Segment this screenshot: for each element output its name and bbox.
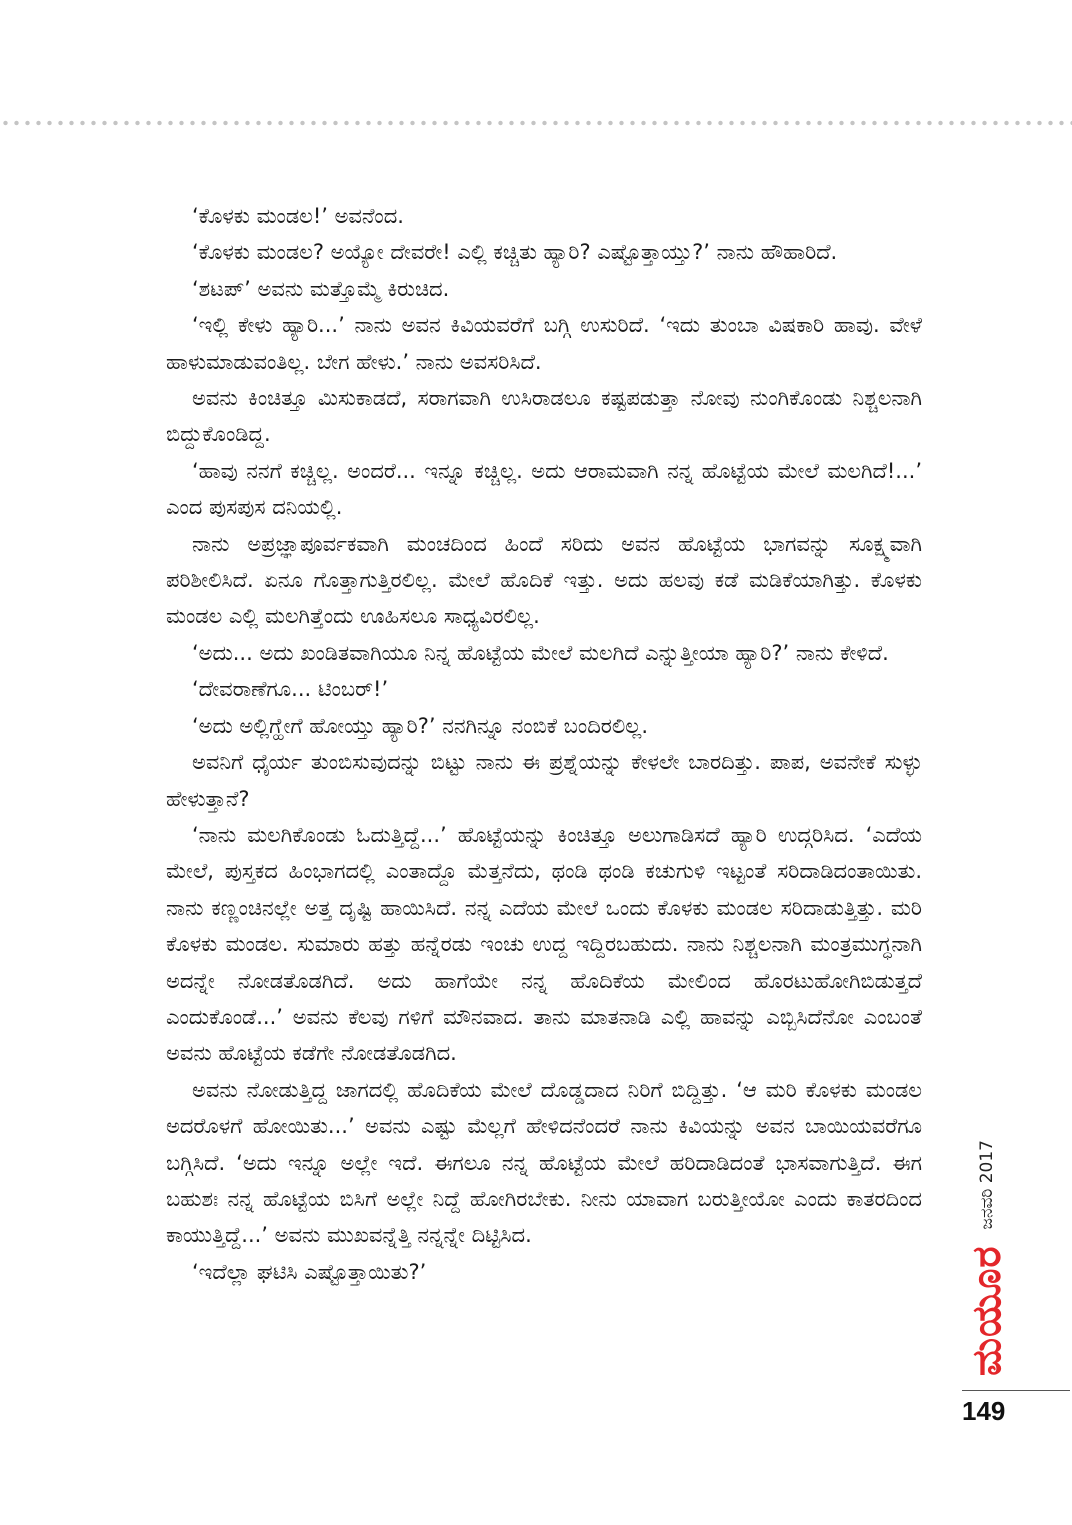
paragraph: ‘ಇದೆಲ್ಲಾ ಘಟಿಸಿ ಎಷ್ಟೊತ್ತಾಯಿತು?’ [192, 1259, 427, 1284]
paragraph: ಅವನು ನೋಡುತ್ತಿದ್ದ ಜಾಗದಲ್ಲಿ ಹೊದಿಕೆಯ ಮೇಲೆ ದೊಡ್ಡದಾದ ನಿರಿಗೆ ಬಿದ್ದಿತ್ತು. ‘ಆ ಮರಿ ಕೊಳಕು ಮಂಡಲ ಅದರೊಳಗೆ ಹೋಯಿತು...’ ಅವನು ಎಷ್ಟು ಮೆಲ್ಲಗೆ ಹೇಳಿದನೆಂದರೆ ನಾನು ಕಿವಿಯನ್ನು ಅವನ ಬಾಯಿಯವರೆಗೂ ಬಗ್ಗಿಸಿದೆ. ‘ಅದು ಇನ್ನೂ ಅಲ್ಲೇ ಇದೆ. ಈಗಲೂ ನನ್ನ ಹೊಟ್ಟೆಯ ಮೇಲೆ ಹರಿದಾಡಿದಂತೆ ಭಾಸವಾಗುತ್ತಿದೆ. ಈಗ ಬಹುಶಃ ನನ್ನ ಹೊಟ್ಟೆಯ ಬಿಸಿಗೆ ಅಲ್ಲೇ ನಿದ್ದೆ ಹೋಗಿರಬೇಕು. ನೀನು ಯಾವಾಗ ಬರುತ್ತೀಯೋ ಎಂದು ಕಾತರದಿಂದ ಕಾಯುತ್ತಿದ್ದೆ...’ ಅವನು ಮುಖವನ್ನೆತ್ತಿ ನನ್ನನ್ನೇ ದಿಟ್ಟಿಸಿದ. [166, 1077, 922, 1248]
paragraph: ಅವನಿಗೆ ಧೈರ್ಯ ತುಂಬಿಸುವುದನ್ನು ಬಿಟ್ಟು ನಾನು ಈ ಪ್ರಶ್ನೆಯನ್ನು ಕೇಳಲೇ ಬಾರದಿತ್ತು. ಪಾಪ, ಅವನೇಕೆ ಸುಳ್ಳು ಹೇಳುತ್ತಾನೆ? [166, 750, 922, 811]
paragraph: ‘ಅದು... ಅದು ಖಂಡಿತವಾಗಿಯೂ ನಿನ್ನ ಹೊಟ್ಟೆಯ ಮೇಲೆ ಮಲಗಿದೆ ಎನ್ನುತ್ತೀಯಾ ಹ್ಯಾರಿ?’ ನಾನು ಕೇಳಿದೆ. [192, 640, 889, 665]
paragraph: ನಾನು ಅಪ್ರಜ್ಞಾಪೂರ್ವಕವಾಗಿ ಮಂಚದಿಂದ ಹಿಂದೆ ಸರಿದು ಅವನ ಹೊಟ್ಟೆಯ ಭಾಗವನ್ನು ಸೂಕ್ಷ್ಮವಾಗಿ ಪರಿಶೀಲಿಸಿದೆ. ಏನೂ ಗೊತ್ತಾಗುತ್ತಿರಲಿಲ್ಲ. ಮೇಲೆ ಹೊದಿಕೆ ಇತ್ತು. ಅದು ಹಲವು ಕಡೆ ಮಡಿಕೆಯಾಗಿತ್ತು. ಕೊಳಕು ಮಂಡಲ ಎಲ್ಲಿ ಮಲಗಿತ್ತೆಂದು ಊಹಿಸಲೂ ಸಾಧ್ಯವಿರಲಿಲ್ಲ. [166, 531, 922, 629]
magazine-logo: ಮಯೂರ [964, 1244, 1010, 1376]
dotted-divider [0, 120, 1072, 126]
page-number: 149 [962, 1396, 1006, 1426]
paragraph: ಅವನು ಕಿಂಚಿತ್ತೂ ಮಿಸುಕಾಡದೆ, ಸರಾಗವಾಗಿ ಉಸಿರಾಡಲೂ ಕಷ್ಟಪಡುತ್ತಾ ನೋವು ನುಂಗಿಕೊಂಡು ನಿಶ್ಚಲನಾಗಿ ಬಿದ್ದುಕೊಂಡಿದ್ದ. [166, 386, 922, 447]
paragraph: ‘ಕೊಳಕು ಮಂಡಲ!’ ಅವನೆಂದ. [192, 204, 404, 228]
paragraph: ‘ದೇವರಾಣೆಗೂ... ಟಿಂಬರ್!’ [192, 677, 389, 702]
issue-date: ಜನವರಿ 2017 [977, 1139, 997, 1229]
magazine-sidebar [962, 1125, 1012, 1390]
page-number-rule [962, 1390, 1070, 1391]
paragraph: ‘ಹಾವು ನನಗೆ ಕಚ್ಚಿಲ್ಲ. ಅಂದರೆ... ಇನ್ನೂ ಕಚ್ಚಿಲ್ಲ. ಅದು ಆರಾಮವಾಗಿ ನನ್ನ ಹೊಟ್ಟೆಯ ಮೇಲೆ ಮಲಗಿದೆ!...’ ಎಂದ ಪುಸಪುಸ ದನಿಯಲ್ಲಿ. [166, 458, 922, 520]
paragraph: ‘ಶಟಪ್’ ಅವನು ಮತ್ತೊಮ್ಮೆ ಕಿರುಚಿದ. [192, 276, 450, 301]
paragraph: ‘ಅದು ಅಲ್ಲಿಗ್ಹೇಗೆ ಹೋಯ್ತು ಹ್ಯಾರಿ?’ ನನಗಿನ್ನೂ ನಂಬಿಕೆ ಬಂದಿರಲಿಲ್ಲ. [192, 713, 649, 738]
article-body [166, 198, 922, 1290]
paragraph: ‘ಇಲ್ಲಿ ಕೇಳು ಹ್ಯಾರಿ...’ ನಾನು ಅವನ ಕಿವಿಯವರೆಗೆ ಬಗ್ಗಿ ಉಸುರಿದೆ. ‘ಇದು ತುಂಬಾ ವಿಷಕಾರಿ ಹಾವು. ವೇಳೆ ಹಾಳುಮಾಡುವಂತಿಲ್ಲ. ಬೇಗ ಹೇಳು.’ ನಾನು ಅವಸರಿಸಿದೆ. [166, 313, 922, 374]
paragraph: ‘ಕೊಳಕು ಮಂಡಲ? ಅಯ್ಯೋ ದೇವರೇ! ಎಲ್ಲಿ ಕಚ್ಚಿತು ಹ್ಯಾರಿ? ಎಷ್ಟೊತ್ತಾಯ್ತು?’ ನಾನು ಹೌಹಾರಿದೆ. [192, 240, 838, 265]
paragraph: ‘ನಾನು ಮಲಗಿಕೊಂಡು ಓದುತ್ತಿದ್ದೆ...’ ಹೊಟ್ಟೆಯನ್ನು ಕಿಂಚಿತ್ತೂ ಅಲುಗಾಡಿಸದೆ ಹ್ಯಾರಿ ಉದ್ಗರಿಸಿದ. ‘ಎದೆಯ ಮೇಲೆ, ಪುಸ್ತಕದ ಹಿಂಭಾಗದಲ್ಲಿ ಎಂತಾದ್ದೊ ಮೆತ್ತನೆದು, ಥಂಡಿ ಥಂಡಿ ಕಚುಗುಳಿ ಇಟ್ಟಂತೆ ಸರಿದಾಡಿದಂತಾಯಿತು. ನಾನು ಕಣ್ಣಂಚಿನಲ್ಲೇ ಅತ್ತ ದೃಷ್ಟಿ ಹಾಯಿಸಿದೆ. ನನ್ನ ಎದೆಯ ಮೇಲೆ ಒಂದು ಕೊಳಕು ಮಂಡಲ ಸರಿದಾಡುತ್ತಿತ್ತು. ಮರಿ ಕೊಳಕು ಮಂಡಲ. ಸುಮಾರು ಹತ್ತು ಹನ್ನೆರಡು ಇಂಚು ಉದ್ದ ಇದ್ದಿರಬಹುದು. ನಾನು ನಿಶ್ಚಲನಾಗಿ ಮಂತ್ರಮುಗ್ಧನಾಗಿ ಅದನ್ನೇ ನೋಡತೊಡಗಿದೆ. ಅದು ಹಾಗೆಯೇ ನನ್ನ ಹೊದಿಕೆಯ ಮೇಲಿಂದ ಹೊರಟುಹೋಗಿಬಿಡುತ್ತದೆ ಎಂದುಕೊಂಡೆ...’ ಅವನು ಕೆಲವು ಗಳಿಗೆ ಮೌನವಾದ. ತಾನು ಮಾತನಾಡಿ ಎಲ್ಲಿ ಹಾವನ್ನು ಎಬ್ಬಿಸಿದೆನೋ ಎಂಬಂತೆ ಅವನು ಹೊಟ್ಟೆಯ ಕಡೆಗೇ ನೋಡತೊಡಗಿದ. [166, 822, 922, 1066]
